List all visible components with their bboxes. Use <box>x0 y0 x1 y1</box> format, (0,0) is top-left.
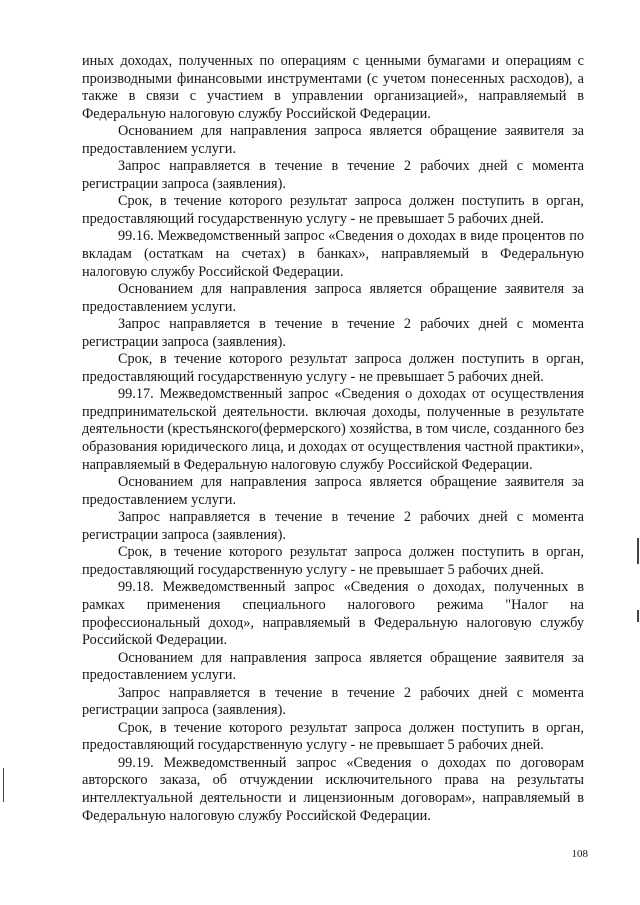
paragraph-result-deadline: Срок, в течение которого результат запроса должен поступить в орган, предоставляющий государственную услугу - не превышает 5 рабочих дней. <box>82 544 584 578</box>
paragraph-item-99-17: 99.17. Межведомственный запрос «Сведения о доходах от осуществления предпринимательской деятельности. включая доходы, полученные в результате деятельности (крестьянского(фермерского) хозяйства, в том числе, созданного без образования юридического лица, и доходах от осуществления частной практики», направляемый в Федеральную налоговую службу Российской Федерации. <box>82 386 584 473</box>
scan-edge-mark <box>637 610 639 622</box>
body-text <box>82 53 584 825</box>
scan-edge-mark <box>637 538 639 564</box>
paragraph-request-timing: Запрос направляется в течение в течение 2 рабочих дней с момента регистрации запроса (заявления). <box>82 316 584 350</box>
paragraph-item-99-19: 99.19. Межведомственный запрос «Сведения о доходах по договорам авторского заказа, об отчуждении исключительного права на результаты интеллектуальной деятельности и лицензионным договорам», направляемый в Федеральную налоговую службу Российской Федерации. <box>82 754 584 824</box>
paragraph-result-deadline: Срок, в течение которого результат запроса должен поступить в орган, предоставляющий государственную услугу - не превышает 5 рабочих дней. <box>82 351 584 385</box>
scan-edge-mark <box>3 768 4 802</box>
paragraph-request-timing: Запрос направляется в течение в течение 2 рабочих дней с момента регистрации запроса (заявления). <box>82 684 584 719</box>
paragraph-request-timing: Запрос направляется в течение в течение 2 рабочих дней с момента регистрации запроса (заявления). <box>82 158 584 192</box>
paragraph-request-timing: Запрос направляется в течение в течение 2 рабочих дней с момента регистрации запроса (заявления). <box>82 509 584 543</box>
paragraph-continuation: иных доходах, полученных по операциям с ценными бумагами и операциям с производными финансовыми инструментами (с учетом понесенных расходов), а также в связи с участием в управлении организацией», направляемый в Федеральную налоговую службу Российской Федерации. <box>82 53 584 122</box>
paragraph-item-99-16: 99.16. Межведомственный запрос «Сведения о доходах в виде процентов по вкладам (остаткам на счетах) в банках», направляемый в Федеральную налоговую службу Российской Федерации. <box>82 228 584 280</box>
paragraph-result-deadline: Срок, в течение которого результат запроса должен поступить в орган, предоставляющий государственную услугу - не превышает 5 рабочих дней. <box>82 719 584 754</box>
paragraph-basis: Основанием для направления запроса является обращение заявителя за предоставлением услуги. <box>82 474 584 508</box>
paragraph-item-99-18: 99.18. Межведомственный запрос «Сведения о доходах, полученных в рамках применения специального налогового режима "Налог на профессиональный доход», направляемый в Федеральную налоговую службу Российской Федерации. <box>82 579 584 649</box>
paragraph-basis: Основанием для направления запроса является обращение заявителя за предоставлением услуги. <box>82 123 584 157</box>
page-number: 108 <box>571 848 588 860</box>
paragraph-basis: Основанием для направления запроса является обращение заявителя за предоставлением услуги. <box>82 649 584 684</box>
paragraph-result-deadline: Срок, в течение которого результат запроса должен поступить в орган, предоставляющий государственную услугу - не превышает 5 рабочих дней. <box>82 193 584 227</box>
paragraph-basis: Основанием для направления запроса является обращение заявителя за предоставлением услуги. <box>82 281 584 315</box>
